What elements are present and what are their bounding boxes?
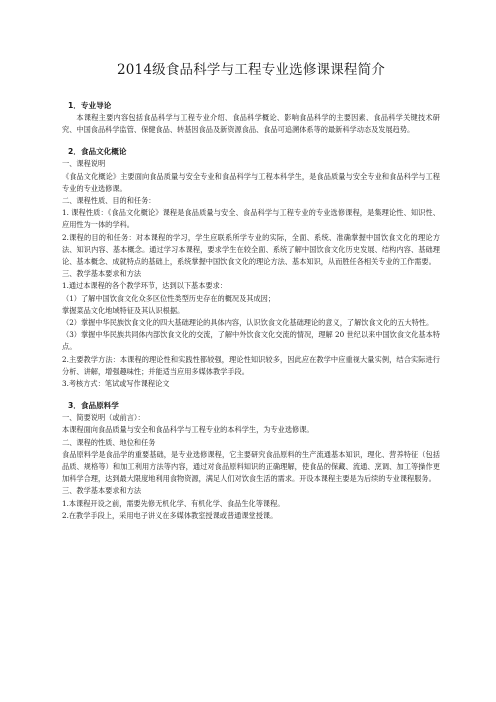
section-food-raw-materials (62, 400, 440, 522)
section-major-introduction (62, 100, 440, 136)
subheading-course-nature: 二、课程的性质、地位和任务 (62, 437, 156, 447)
subheading-brief-description: 一、简要说明（或前言）： (62, 413, 145, 423)
section-paragraph: 1.本课程开设之前，需要先修无机化学、有机化学、食品生化等课程。 (62, 498, 285, 508)
subheading-teaching-requirements: 三、教学基本要求和方法 (62, 269, 142, 279)
subheading-course-nature: 二、课程性质、目的和任务： (62, 196, 156, 206)
list-item: （1）了解中国饮食文化众多区位性类型历史存在的概况及其成因； (62, 293, 276, 303)
section-paragraph: 2.主要教学方法：本课程的理论性和实践性都较强，理论性知识较多，因此应在教学中应重视大量实例，结合实际进行分析、讲解，增强趣味性；并能适当应用多媒体教学手段。 (62, 354, 440, 376)
section-paragraph: 《食品文化概论》主要面向食品质量与安全专业和食品科学与工程本科学生，是食品质量与安全专业和食品科学与工程专业的专业选修课。 (62, 171, 440, 193)
section-paragraph: 本课程主要内容包括食品科学与工程专业介绍、食品科学概论、影响食品科学的主要因素、食品科学关键技术研究、中国食品科学监管、保健食品、转基因食品及新资源食品、食品可追溯体系等的最新科学动态及发展趋势。 (62, 113, 440, 135)
subheading-course-description: 一、课程说明 (62, 159, 106, 169)
section-paragraph: 本课程面向食品质量与安全和食品科学与工程专业的本科学生，为专业选修课。 (62, 425, 314, 435)
section-heading: 2．食品文化概论 (68, 147, 127, 157)
section-paragraph: 食品原料学是食品学的重要基础，是专业选修课程，它主要研究食品原料的生产流通基本知识，理化、营养特征（包括品质、规格等）和加工利用方法等内容，通过对食品原料知识的正确理解，使食品的保藏、流通、烹调、加工等操作更加科学合理，达到最大限度地利用食物资源，满足人们对饮食生活的需求。开设本课程主要是为后续的专业课程服务。 (62, 449, 440, 484)
section-paragraph: 2.课程的目的和任务：对本课程的学习，学生应联系所学专业的实际，全面、系统、准确掌握中国饮食文化的理论方法、知识内容、基本概念。通过学习本课程，要求学生在较全面、系统了解中国饮食文化历史发展、结构内容、基础理论、基本概念、成就特点的基础上，系统掌握中国饮食文化的理论方法、基本知识，从而胜任各相关专业的工作需要。 (62, 232, 440, 267)
document-title: 2014级食品科学与工程专业选修课课程简介 (116, 62, 386, 78)
subheading-teaching-requirements: 三、教学基本要求和方法 (62, 486, 142, 496)
section-paragraph: 1.通过本课程的各个教学环节，达到以下基本要求： (62, 281, 227, 291)
list-item: （2）掌握中华民族饮食文化的四大基础理论的具体内容，认识饮食文化基础理论的意义，了解饮食文化的五大特性。 (62, 318, 434, 328)
section-food-culture (62, 146, 440, 390)
section-heading: 3．食品原料学 (68, 401, 119, 411)
list-item: （3）掌握中华民族共同体内部饮食文化的交流，了解中外饮食文化交流的情况，理解 20 世纪以来中国饮食文化基本特点。 (62, 330, 440, 352)
document-page (62, 60, 440, 522)
section-heading: 1．专业导论 (68, 101, 112, 110)
section-paragraph: 1. 课程性质：《食品文化概论》课程是食品质量与安全、食品科学与工程专业的专业选修课程，是集理论性、知识性、应用性为一体的学科。 (62, 208, 440, 230)
section-paragraph: 掌握菜品文化地域特征及其认识根据。 (62, 305, 185, 315)
section-paragraph: 2.在教学手段上，采用电子讲义在多媒体教室授课或普通课堂授课。 (62, 510, 278, 520)
section-paragraph: 3.考核方式：笔试或写作课程论文 (62, 379, 170, 389)
